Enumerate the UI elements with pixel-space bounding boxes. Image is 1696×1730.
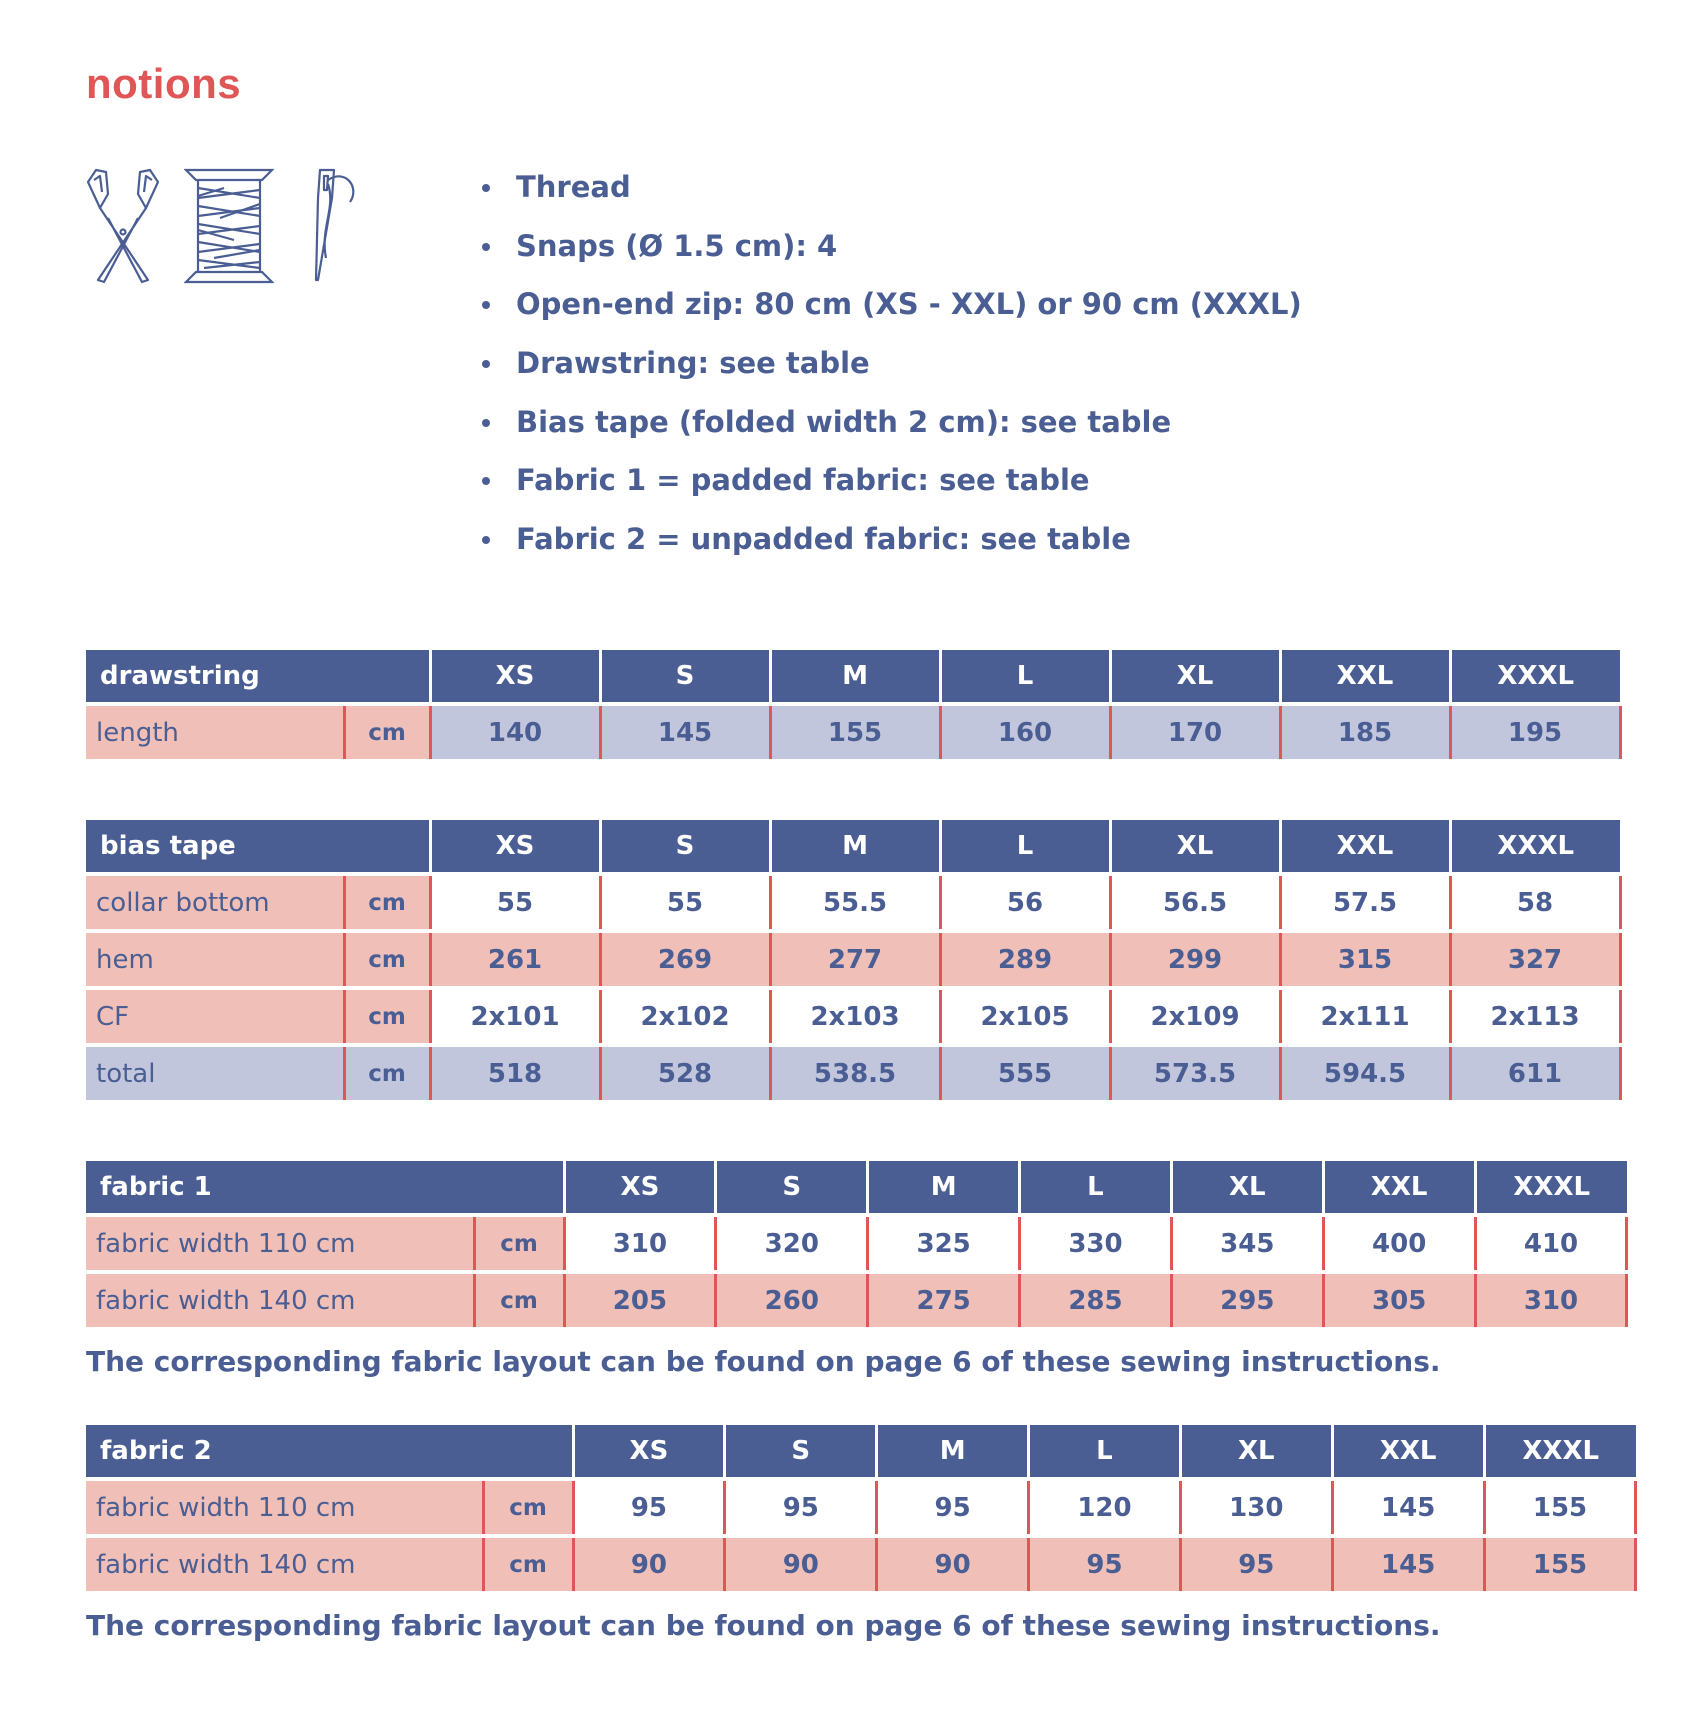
table-cell: 261 bbox=[430, 931, 600, 988]
row-label: fabric width 140 cm bbox=[86, 1536, 483, 1591]
row-unit: cm bbox=[483, 1536, 573, 1591]
table-cell: 2x103 bbox=[770, 988, 940, 1045]
bias-tape-table bbox=[86, 820, 1622, 1100]
table-cell: 95 bbox=[1029, 1536, 1181, 1591]
table-cell: 58 bbox=[1450, 874, 1620, 931]
table-row bbox=[86, 1215, 1627, 1272]
row-label: fabric width 110 cm bbox=[86, 1479, 483, 1536]
table-row bbox=[86, 704, 1620, 759]
table-cell: 2x101 bbox=[430, 988, 600, 1045]
table-cell: 289 bbox=[940, 931, 1110, 988]
size-header: S bbox=[725, 1425, 877, 1479]
size-header: XXXL bbox=[1450, 820, 1620, 874]
table-cell: 145 bbox=[600, 704, 770, 759]
table-cell: 330 bbox=[1020, 1215, 1172, 1272]
row-label: collar bottom bbox=[86, 874, 344, 931]
table-cell: 410 bbox=[1475, 1215, 1627, 1272]
scissors-icon bbox=[86, 168, 160, 284]
notion-item: Fabric 2 = unpadded fabric: see table bbox=[478, 510, 1302, 569]
size-header: XXL bbox=[1332, 1425, 1484, 1479]
table-cell: 400 bbox=[1323, 1215, 1475, 1272]
table-cell: 285 bbox=[1020, 1272, 1172, 1327]
thread-spool-icon bbox=[184, 168, 274, 284]
table-cell: 56 bbox=[940, 874, 1110, 931]
table-row bbox=[86, 931, 1620, 988]
table-cell: 155 bbox=[1484, 1479, 1636, 1536]
table-cell: 594.5 bbox=[1280, 1045, 1450, 1100]
table-cell: 155 bbox=[770, 704, 940, 759]
size-header: L bbox=[940, 820, 1110, 874]
table-cell: 55.5 bbox=[770, 874, 940, 931]
table-cell: 325 bbox=[868, 1215, 1020, 1272]
table-cell: 95 bbox=[1180, 1536, 1332, 1591]
row-unit: cm bbox=[344, 931, 430, 988]
table-cell: 95 bbox=[725, 1479, 877, 1536]
table-row bbox=[86, 1045, 1620, 1100]
size-header: M bbox=[877, 1425, 1029, 1479]
table-row bbox=[86, 874, 1620, 931]
table-cell: 277 bbox=[770, 931, 940, 988]
notion-item: Open-end zip: 80 cm (XS - XXL) or 90 cm (XXXL) bbox=[478, 275, 1302, 334]
table-title: drawstring bbox=[86, 650, 430, 704]
size-header: XL bbox=[1180, 1425, 1332, 1479]
table-cell: 305 bbox=[1323, 1272, 1475, 1327]
table-cell: 573.5 bbox=[1110, 1045, 1280, 1100]
table-cell: 315 bbox=[1280, 931, 1450, 988]
table-header-row bbox=[86, 1425, 1636, 1479]
table-cell: 55 bbox=[600, 874, 770, 931]
notion-item: Fabric 1 = padded fabric: see table bbox=[478, 451, 1302, 510]
row-label: fabric width 110 cm bbox=[86, 1215, 474, 1272]
row-unit: cm bbox=[474, 1215, 564, 1272]
table-cell: 90 bbox=[573, 1536, 725, 1591]
table-title: bias tape bbox=[86, 820, 430, 874]
table-cell: 299 bbox=[1110, 931, 1280, 988]
table-row bbox=[86, 1479, 1636, 1536]
table-cell: 195 bbox=[1450, 704, 1620, 759]
size-header: XXL bbox=[1280, 650, 1450, 704]
table-row bbox=[86, 988, 1620, 1045]
notion-item: Bias tape (folded width 2 cm): see table bbox=[478, 393, 1302, 452]
notion-item: Snaps (Ø 1.5 cm): 4 bbox=[478, 217, 1302, 276]
table-cell: 160 bbox=[940, 704, 1110, 759]
size-header: XL bbox=[1110, 820, 1280, 874]
table-cell: 95 bbox=[877, 1479, 1029, 1536]
row-label: hem bbox=[86, 931, 344, 988]
size-header: L bbox=[1029, 1425, 1181, 1479]
size-header: XS bbox=[573, 1425, 725, 1479]
table-header-row bbox=[86, 650, 1620, 704]
table-cell: 2x111 bbox=[1280, 988, 1450, 1045]
size-header: XL bbox=[1171, 1161, 1323, 1215]
row-label: length bbox=[86, 704, 344, 759]
row-unit: cm bbox=[344, 704, 430, 759]
table-cell: 145 bbox=[1332, 1536, 1484, 1591]
table-cell: 170 bbox=[1110, 704, 1280, 759]
table-cell: 320 bbox=[716, 1215, 868, 1272]
size-header: XL bbox=[1110, 650, 1280, 704]
size-header: XXL bbox=[1323, 1161, 1475, 1215]
table-cell: 2x102 bbox=[600, 988, 770, 1045]
size-header: S bbox=[600, 820, 770, 874]
size-header: S bbox=[716, 1161, 868, 1215]
table-title: fabric 1 bbox=[86, 1161, 564, 1215]
size-header: XXXL bbox=[1484, 1425, 1636, 1479]
table-cell: 275 bbox=[868, 1272, 1020, 1327]
table-title: fabric 2 bbox=[86, 1425, 573, 1479]
table-cell: 90 bbox=[877, 1536, 1029, 1591]
table-cell: 555 bbox=[940, 1045, 1110, 1100]
size-header: M bbox=[770, 820, 940, 874]
notion-item: Thread bbox=[478, 158, 1302, 217]
table-header-row bbox=[86, 1161, 1627, 1215]
notions-list bbox=[478, 158, 1302, 569]
table-cell: 155 bbox=[1484, 1536, 1636, 1591]
table-cell: 145 bbox=[1332, 1479, 1484, 1536]
table-cell: 90 bbox=[725, 1536, 877, 1591]
table-cell: 260 bbox=[716, 1272, 868, 1327]
size-header: XXXL bbox=[1475, 1161, 1627, 1215]
size-header: XS bbox=[564, 1161, 716, 1215]
table-cell: 2x109 bbox=[1110, 988, 1280, 1045]
table-cell: 140 bbox=[430, 704, 600, 759]
table-row bbox=[86, 1272, 1627, 1327]
table-cell: 130 bbox=[1180, 1479, 1332, 1536]
row-unit: cm bbox=[344, 988, 430, 1045]
size-header: M bbox=[868, 1161, 1020, 1215]
table-cell: 295 bbox=[1171, 1272, 1323, 1327]
row-unit: cm bbox=[344, 874, 430, 931]
table-cell: 538.5 bbox=[770, 1045, 940, 1100]
drawstring-table bbox=[86, 650, 1622, 759]
size-header: XS bbox=[430, 650, 600, 704]
table-cell: 345 bbox=[1171, 1215, 1323, 1272]
size-header: XXL bbox=[1280, 820, 1450, 874]
row-label: CF bbox=[86, 988, 344, 1045]
table-cell: 2x105 bbox=[940, 988, 1110, 1045]
size-header: L bbox=[1020, 1161, 1172, 1215]
size-header: S bbox=[600, 650, 770, 704]
table-cell: 310 bbox=[564, 1215, 716, 1272]
size-header: XS bbox=[430, 820, 600, 874]
row-unit: cm bbox=[474, 1272, 564, 1327]
notion-item: Drawstring: see table bbox=[478, 334, 1302, 393]
table-cell: 185 bbox=[1280, 704, 1450, 759]
row-unit: cm bbox=[344, 1045, 430, 1100]
row-unit: cm bbox=[483, 1479, 573, 1536]
row-label: total bbox=[86, 1045, 344, 1100]
table-row bbox=[86, 1536, 1636, 1591]
size-header: XXXL bbox=[1450, 650, 1620, 704]
table-cell: 2x113 bbox=[1450, 988, 1620, 1045]
table-cell: 528 bbox=[600, 1045, 770, 1100]
table-cell: 269 bbox=[600, 931, 770, 988]
table-cell: 57.5 bbox=[1280, 874, 1450, 931]
row-label: fabric width 140 cm bbox=[86, 1272, 474, 1327]
needle-icon bbox=[306, 168, 360, 284]
table-cell: 518 bbox=[430, 1045, 600, 1100]
table-cell: 95 bbox=[573, 1479, 725, 1536]
table-cell: 56.5 bbox=[1110, 874, 1280, 931]
table-cell: 327 bbox=[1450, 931, 1620, 988]
size-header: L bbox=[940, 650, 1110, 704]
fabric2-table bbox=[86, 1425, 1637, 1591]
fabric2-note: The corresponding fabric layout can be found on page 6 of these sewing instructions. bbox=[86, 1609, 1441, 1642]
fabric1-table bbox=[86, 1161, 1628, 1327]
fabric1-note: The corresponding fabric layout can be found on page 6 of these sewing instructions. bbox=[86, 1345, 1441, 1378]
page-title: notions bbox=[86, 60, 242, 107]
table-cell: 310 bbox=[1475, 1272, 1627, 1327]
table-cell: 55 bbox=[430, 874, 600, 931]
table-cell: 120 bbox=[1029, 1479, 1181, 1536]
table-cell: 205 bbox=[564, 1272, 716, 1327]
table-header-row bbox=[86, 820, 1620, 874]
table-cell: 611 bbox=[1450, 1045, 1620, 1100]
size-header: M bbox=[770, 650, 940, 704]
